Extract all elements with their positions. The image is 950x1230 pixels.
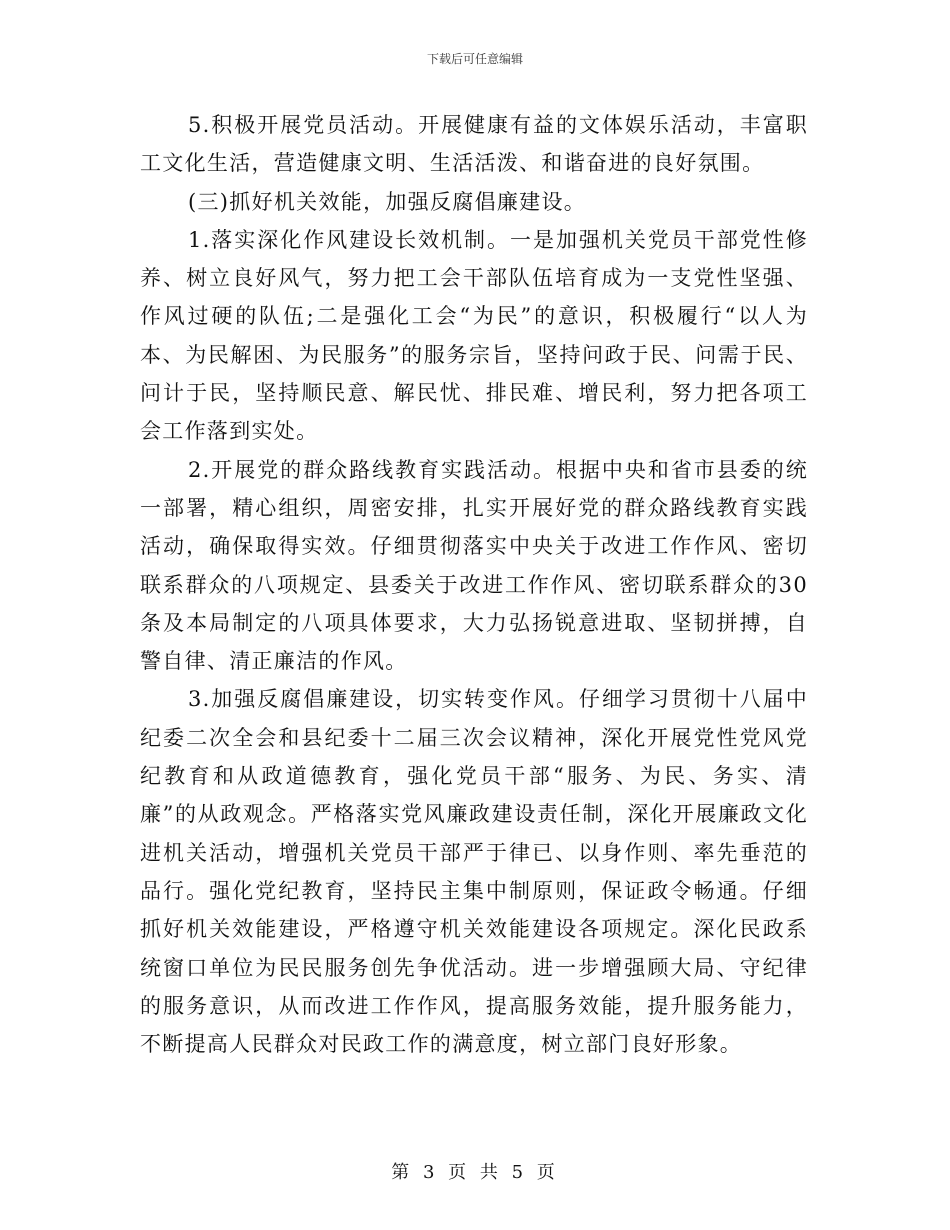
- paragraph-mass-line: 2.开展党的群众路线教育实践活动。根据中央和省市县委的统一部署，精心组织，周密安排，扎实开展好党的群众路线教育实践活动，确保取得实效。仔细贯彻落实中央关于改进工作作风、密切联系群众的八项规定、县委关于改进工作作风、密切联系群众的30条及本局制定的八项具体要求，大力弘扬锐意进取、坚韧拼搏，自警自律、清正廉洁的作风。: [140, 457, 808, 674]
- paragraph-anti-corruption: 3.加强反腐倡廉建设，切实转变作风。仔细学习贯彻十八届中纪委二次全会和县纪委十二届三次会议精神，深化开展党性党风党纪教育和从政道德教育，强化党员干部“服务、为民、务实、清廉”的从政观念。严格落实党风廉政建设责任制，深化开展廉政文化进机关活动，增强机关党员干部严于律已、以身作则、率先垂范的品行。强化党纪教育，坚持民主集中制原则，保证政令畅通。仔细抓好机关效能建设，严格遵守机关效能建设各项规定。深化民政系统窗口单位为民民服务创先争优活动。进一步增强顾大局、守纪律的服务意识，从而改进工作作风，提高服务效能，提升服务能力，不断提高人民群众对民政工作的满意度，树立部门良好形象。: [140, 687, 808, 1057]
- paragraph-work-style: 1.落实深化作风建设长效机制。一是加强机关党员干部党性修养、树立良好风气，努力把工会干部队伍培育成为一支党性坚强、作风过硬的队伍;二是强化工会“为民”的意识，积极履行“以人为本、为民解困、为民服务”的服务宗旨，坚持问政于民、问需于民、问计于民，坚持顺民意、解民忧、排民难、增民利，努力把各项工会工作落到实处。: [140, 227, 808, 444]
- paragraph-party-activities: 5.积极开展党员活动。开展健康有益的文体娱乐活动，丰富职工文化生活，营造健康文明、生活活泼、和谐奋进的良好氛围。: [140, 113, 808, 176]
- section-heading-efficiency: (三)抓好机关效能，加强反腐倡廉建设。: [188, 189, 587, 214]
- document-body: [140, 106, 808, 1063]
- page-number-footer: 第 3 页 共 5 页: [391, 1162, 559, 1183]
- page-header-note: 下载后可任意编辑: [426, 52, 523, 66]
